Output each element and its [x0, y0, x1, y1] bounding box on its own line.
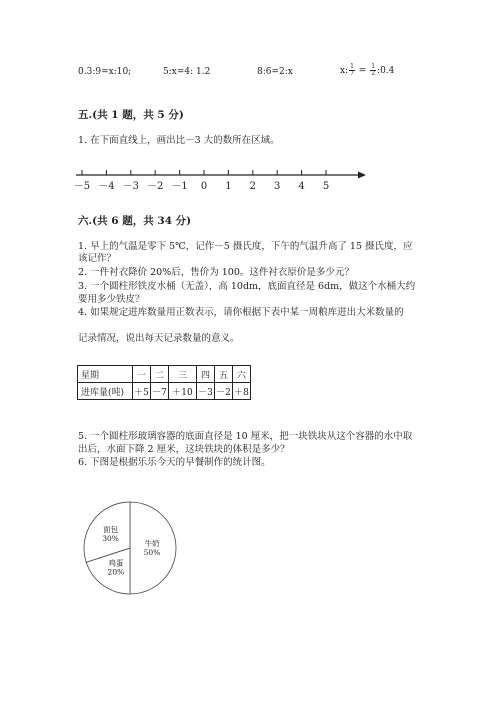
fraction-1-numerator: 1 [350, 62, 354, 70]
number-line-tick-label: －2 [147, 181, 164, 192]
pie-label-category: 鸡蛋 [108, 558, 124, 568]
section6-title: 六.(共 6 题，共 34 分) [78, 215, 192, 227]
section6-q3-line2: 要用多少铁皮？ [78, 294, 145, 305]
table-header-cell: 三 [169, 366, 197, 383]
proportion-2: 5:x=4: 1.2 [163, 67, 211, 77]
table-header-row [78, 366, 251, 383]
table-header-cell: 二 [151, 366, 169, 383]
table-cell: －2 [215, 383, 233, 400]
proportion-4-prefix: x: [340, 66, 349, 76]
proportion-1: 0.3:9=x:10; [78, 67, 132, 77]
number-line-tick-label: 4 [298, 181, 305, 192]
number-line-tick-label: －3 [122, 181, 139, 192]
table-row [78, 383, 251, 400]
breakfast-pie-chart [80, 498, 180, 598]
section5-title: 五.(共 1 题，共 5 分) [78, 109, 184, 121]
number-line-tick-label: －4 [98, 181, 115, 192]
fraction-1-denominator: 7 [350, 70, 354, 77]
fraction-1 [349, 64, 355, 78]
table-header-cell: 星期 [78, 366, 133, 383]
table-cell: ＋10 [169, 383, 197, 400]
table-header-cell: 一 [133, 366, 151, 383]
section6-q1-line2: 该记作？ [78, 253, 117, 264]
pie-label-percent: 20% [107, 567, 125, 577]
grain-table [77, 365, 251, 400]
number-line-tick-label: －5 [73, 181, 91, 192]
fraction-2-denominator: 2 [371, 70, 376, 77]
pie-label-category: 面包 [103, 524, 119, 534]
number-line-tick-label: 0 [200, 181, 208, 192]
number-line-tick-label: 2 [249, 181, 256, 192]
section6-q5-line2: 出后，水面下降 2 厘米，这块铁块的体积是多少？ [78, 444, 290, 455]
proportion-3: 8:6=2:x [257, 67, 293, 77]
section6-q1-line1: 1. 早上的气温是零下 5℃，记作－5 摄氏度，下午的气温升高了 15 摄氏度，应 [78, 241, 413, 252]
number-line-tick-label: 3 [274, 181, 281, 192]
table-cell: ＋8 [233, 383, 251, 400]
number-line-tick-label: －1 [171, 181, 188, 192]
number-line-arrow [358, 172, 366, 179]
section6-q6: 6. 下图是根据乐乐今天的早餐制作的统计图。 [78, 457, 271, 468]
section6-q4-line2: 记录情况，说出每天记录数量的意义。 [78, 333, 240, 344]
pie-label-percent: 50% [143, 548, 161, 557]
table-cell: －7 [151, 383, 169, 400]
table-cell: ＋5 [133, 383, 151, 400]
fraction-2 [370, 64, 376, 78]
section6-q2: 2. 一件衬衣降价 20%后，售价为 100。这件衬衣原价是多少元？ [78, 267, 354, 278]
proportion-4-suffix: :0.4 [377, 66, 395, 76]
pie-label-percent: 30% [102, 533, 119, 543]
proportion-4-equals: = [355, 66, 370, 76]
number-line-tick-label: 5 [322, 181, 330, 192]
section6-q3-line1: 3. 一个圆柱形铁皮水桶（无盖），高 10dm，底面直径是 6dm，做这个水桶大约 [78, 281, 416, 292]
pie-label-category: 牛奶 [144, 539, 160, 548]
table-header-cell: 五 [215, 366, 233, 383]
section6-q4-line1: 4. 如果规定进库数量用正数表示，请你根据下表中某一周粮库进出大米数量的 [78, 307, 404, 318]
table-header-cell: 六 [233, 366, 251, 383]
number-line [70, 162, 370, 196]
fraction-2-numerator: 1 [371, 62, 376, 70]
table-cell: －3 [197, 383, 215, 400]
table-header-cell: 四 [197, 366, 215, 383]
proportion-4 [340, 63, 394, 79]
table-cell: 进库量(吨) [78, 383, 133, 400]
section6-q5-line1: 5. 一个圆柱形玻璃容器的底面直径是 10 厘米，把一块铁块从这个容器的水中取 [78, 431, 413, 442]
section5-question1: 1. 在下面直线上，画出比－3 大的数所在区域。 [78, 135, 280, 146]
number-line-tick-label: 1 [225, 181, 232, 192]
